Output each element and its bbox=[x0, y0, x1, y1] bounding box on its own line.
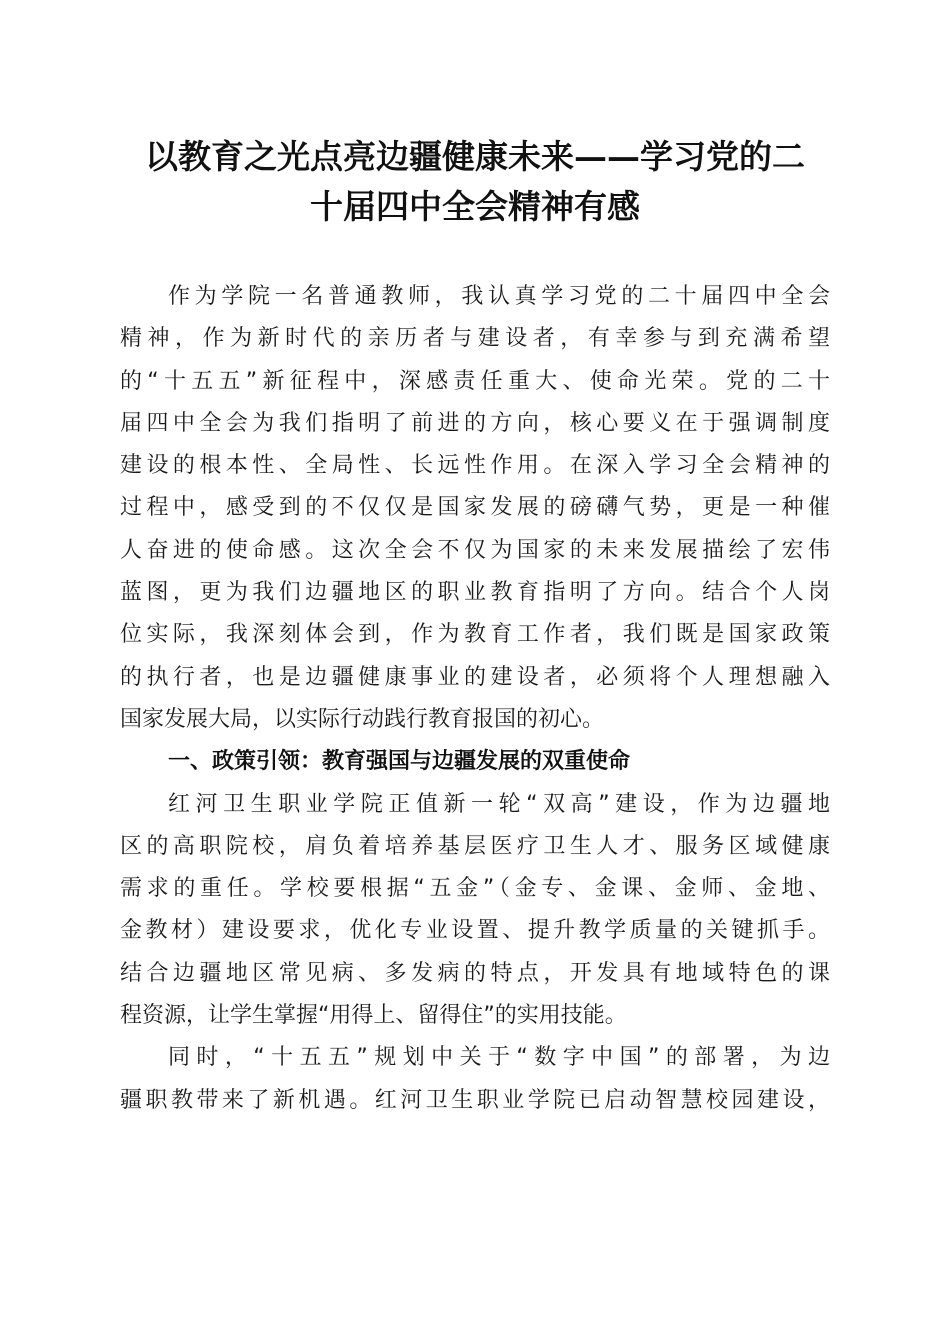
paragraph-digital bbox=[120, 1037, 830, 1122]
text-line: 届四中全会为我们指明了前进的方向，核心要义在于强调制度 bbox=[120, 410, 830, 436]
text-line: 区的高职院校，肩负着培养基层医疗卫生人才、服务区域健康 bbox=[120, 833, 830, 859]
text-line: 人奋进的使命感。这次全会不仅为国家的未来发展描绘了宏伟 bbox=[120, 537, 830, 563]
text-line: 金教材）建设要求，优化专业设置、提升教学质量的关键抓手。 bbox=[120, 918, 830, 944]
text-line: 红河卫生职业学院正值新一轮“双高”建设，作为边疆地 bbox=[168, 791, 830, 817]
text-line: 的执行者，也是边疆健康事业的建设者，必须将个人理想融入 bbox=[120, 664, 830, 690]
section-heading-1 bbox=[120, 741, 830, 783]
text-line: 蓝图，更为我们边疆地区的职业教育指明了方向。结合个人岗 bbox=[120, 580, 830, 606]
paragraph-policy bbox=[120, 784, 830, 1038]
text-line: 建设的根本性、全局性、长远性作用。在深入学习全会精神的 bbox=[120, 453, 830, 479]
text-line: 过程中，感受到的不仅仅是国家发展的磅礴气势，更是一种催 bbox=[120, 495, 830, 521]
text-line: 精神，作为新时代的亲历者与建设者，有幸参与到充满希望 bbox=[120, 326, 830, 352]
text-line: 疆职教带来了新机遇。红河卫生职业学院已启动智慧校园建设， bbox=[120, 1087, 830, 1113]
title-line-2: 十届四中全会精神有感 bbox=[310, 187, 640, 226]
title-line-1: 以教育之光点亮边疆健康未来——学习党的二 bbox=[145, 137, 805, 176]
section-heading: 一、政策引领：教育强国与边疆发展的双重使命 bbox=[168, 749, 631, 775]
text-line: 同时，“十五五”规划中关于“数字中国”的部署，为边 bbox=[168, 1045, 830, 1071]
paragraph-intro bbox=[120, 276, 830, 741]
text-line: 需求的重任。学校要根据“五金”（金专、金课、金师、金地、 bbox=[120, 876, 831, 902]
text-line: 的“十五五”新征程中，深感责任重大、使命光荣。党的二十 bbox=[120, 368, 830, 394]
text-line: 国家发展大局，以实际行动践行教育报国的初心。 bbox=[120, 706, 605, 732]
document-title bbox=[110, 132, 840, 232]
text-line: 作为学院一名普通教师，我认真学习党的二十届四中全会 bbox=[168, 284, 830, 309]
text-line: 位实际，我深刻体会到，作为教育工作者，我们既是国家政策 bbox=[120, 622, 830, 648]
text-line: 程资源，让学生掌握“用得上、留得住”的实用技能。 bbox=[120, 1003, 627, 1029]
document-body bbox=[120, 276, 830, 1122]
text-line: 结合边疆地区常见病、多发病的特点，开发具有地域特色的课 bbox=[120, 960, 830, 986]
